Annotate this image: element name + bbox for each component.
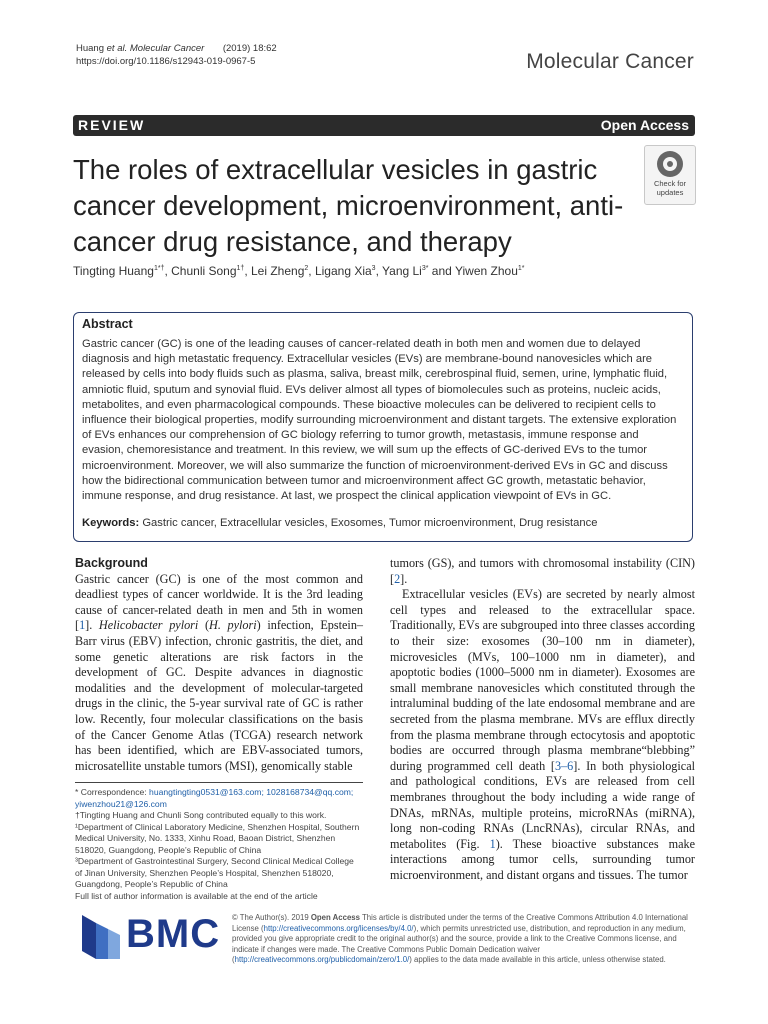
citation-author: Huang [76, 43, 107, 54]
check-for-updates-button[interactable] [644, 145, 696, 205]
text-run: tumors (GS), and tumors with chromosomal instability (CIN) [ [390, 556, 695, 586]
author-affil: 3* [421, 265, 429, 272]
text-run: ). These bioactive substances make interactions among tumor cells, surrounding tumor microenvironment, and distant organs and tissues. The tumor [390, 836, 695, 882]
text-run: ( [198, 618, 210, 633]
paragraph [390, 587, 695, 883]
citation-link[interactable]: 2 [394, 571, 401, 586]
text-run: ) applies to the data made available in this article, unless otherwise stated. [409, 955, 666, 965]
author-name[interactable]: Tingting Huang [73, 264, 154, 278]
text-run: © The Author(s). 2019 [232, 913, 311, 922]
bmc-logo [82, 911, 222, 963]
author-sep: , [375, 264, 383, 278]
article-type: REVIEW [78, 117, 146, 133]
text-run: Gastric cancer (GC) is one of the most common and deadliest types of cancer worldwide. It is the 3rd leading cause of cancer-related death in men and 5th in women [ [75, 571, 363, 633]
paragraph [390, 556, 695, 587]
text-run: ]. In both physiological and pathological conditions, EVs are released from cell membranes throughout the body including a wide range of DNAs, mRNAs, multiple proteins, microRNAs (miRNA), long non-coding RNAs (LncRNAs), circular RNAs, and metabolites (Fig. [390, 758, 695, 851]
section-heading-background: Background [75, 556, 148, 570]
abstract-text: Gastric cancer (GC) is one of the leading causes of cancer-related death in both men and women due to delayed diagnosis and high metastatic frequency. Extracellular vesicles (EVs) are membrane-bound nanovesicles which are released by cells into body fluids such as plasma, saliva, breast milk, cerebrospinal fluid, semen, urine, lymphatic fluid, amniotic fluid, sputum and synovial fluid. EVs deliver almost all types of biomolecules such as proteins, nucleic acids, metabolites, and even pharmacological compounds. These bioactive molecules can be delivered to recipient cells to influence their biological properties, modify surrounding microenvironment and distant targets. The extensive exploration of EVs enhances our comprehension of GC biology referring to tumor growth, metastasis, immune response and evasion, chemoresistance and treatment. In this review, we will sum up the effects of GC-derived EVs to the tumor microenvironment. Moreover, we will also summarize the function of microenvironment-derived EVs in GC and discuss how the bidirectional communication between tumor and microenvironment affect GC growth, metastatic behavior, immune response, and drug resistance. At last, we prospect the clinical application viewpoint of EVs in GC. [82, 338, 677, 503]
correspondence-label: * Correspondence: [75, 787, 150, 797]
author-affil: 2 [304, 265, 309, 272]
author-sep: and [428, 264, 455, 278]
full-author-info: Full list of author information is available at the end of the article [75, 890, 318, 901]
text-run: ), which permits unrestricted use, distribution, and reproduction in any medium, provided you give appropriate credit to the original author(s) and the source, provide a link to the Creative Commons license, and indicate if changes were made. The Creative Commons Public Domain Dedication waiver ( [232, 923, 686, 965]
email-links[interactable]: huangtingting0531@163.com; 1028168734@qq.com; yiwenzhou21@126.com [75, 787, 354, 809]
open-access-bold: Open Access [310, 913, 360, 922]
affiliation-1: ¹Department of Clinical Laboratory Medicine, Shenzhen Hospital, Southern Medical University, No. 1333, Xinhu Road, Baoan District, Shenzhen 518020, Guangdong, People’s Republic of China [75, 821, 360, 855]
author-affil: 1† [236, 265, 245, 272]
equal-contribution: †Tingting Huang and Chunli Song contributed equally to this work. [75, 810, 327, 820]
figure-link[interactable]: 1 [489, 836, 496, 851]
keywords-list: Gastric cancer, Extracellular vesicles, Exosomes, Tumor microenvironment, Drug resistance [142, 517, 598, 529]
journal-name: Molecular Cancer [526, 50, 694, 73]
text-run: ) infection, Epstein–Barr virus (EBV) infection, chronic gastritis, the diet, and some genetic alterations are risk factors in the development of GC. Despite advances in diagnostic modalities and the development of molecular-targeted drugs in the clinic, the 5-year survival rate of GC is rather low. Recently, four molecular classifications on the basis of the Cancer Genome Atlas (TCGA) research network has been identified, which are EBV-associated tumors, microsatellite unstable tumors (MSI), genomically stable [75, 618, 364, 773]
correspondence [75, 787, 363, 810]
bmc-logo-mark [82, 915, 120, 959]
species-name: H. pylori [209, 618, 257, 633]
doi-link[interactable]: https://doi.org/10.1186/s12943-019-0967-5 [76, 56, 256, 67]
review-banner [73, 115, 695, 136]
license-link[interactable]: http://creativecommons.org/licenses/by/4.0/ [263, 923, 414, 933]
open-access-label: Open Access [600, 117, 689, 133]
citation-journal: et al. Molecular Cancer [106, 43, 205, 54]
keywords [82, 517, 682, 529]
citation-link[interactable]: 3–6 [554, 758, 574, 773]
paragraph [75, 572, 363, 775]
author-name[interactable]: Ligang Xia [314, 264, 372, 278]
author-affil: 3 [371, 265, 376, 272]
bmc-logo-text: BMC [126, 912, 221, 956]
affiliation-3: ³Department of Gastrointestinal Surgery, Second Clinical Medical College of Jinan University, Shenzhen People’s Hospital, Shenzhen 518020, Guangdong, People’s Republic of China [75, 856, 354, 889]
author-affil: 1*† [153, 265, 165, 272]
footnote-divider [75, 782, 363, 783]
text-run: ]. [400, 571, 408, 586]
article-title: The roles of extracellular vesicles in gastric cancer development, microenvironment, anti-cancer drug resistance, and therapy [73, 154, 624, 257]
footnotes [75, 787, 363, 902]
body-left-column [75, 556, 363, 774]
author-sep: , [244, 264, 251, 278]
author-sep: , [308, 264, 315, 278]
author-name[interactable]: Lei Zheng [251, 264, 305, 278]
author-list [73, 264, 673, 278]
text-run: ]. [85, 618, 99, 633]
check-updates-line2: updates [656, 187, 684, 197]
check-updates-icon [657, 151, 683, 177]
text-run: This article is distributed under the terms of the Creative Commons Attribution 4.0 International License ( [232, 913, 688, 933]
abstract-box [73, 312, 693, 542]
author-affil: 1* [517, 265, 525, 272]
author-name[interactable]: Yiwen Zhou [454, 264, 518, 278]
text-run: Extracellular vesicles (EVs) are secreted by nearly almost cell types and released to the extracellular space. Traditionally, EVs are subgrouped into three classes according to their size: exosomes (30–100 nm in diameter), microvesicles (MVs, 100–1000 nm in diameter), and apoptotic bodies (1000–5000 nm in diameter). Exosomes are small membrane nanovesicles which constituted through the intraluminal budding of the late endosomal membrane and are secreted from the plasma membrane. MVs are efflux directly from the plasma membrane through ectocytosis and apoptotic bodies are occurred through plasma membrane“blebbing” during programmed cell death [ [390, 587, 695, 773]
public-domain-link[interactable]: http://creativecommons.org/publicdomain/zero/1.0/ [234, 955, 410, 965]
citation-header [76, 42, 277, 68]
license-text [232, 913, 695, 966]
author-name[interactable]: Chunli Song [171, 264, 237, 278]
species-name: Helicobacter pylori [98, 618, 199, 633]
check-updates-line1: Check for [653, 179, 687, 188]
abstract-heading: Abstract [82, 317, 133, 331]
citation-link[interactable]: 1 [79, 618, 86, 633]
citation-year: (2019) 18:62 [222, 43, 277, 54]
body-right-column [390, 556, 695, 883]
author-name[interactable]: Yang Li [382, 264, 422, 278]
keywords-label: Keywords: [82, 517, 140, 529]
author-sep: , [164, 264, 172, 278]
